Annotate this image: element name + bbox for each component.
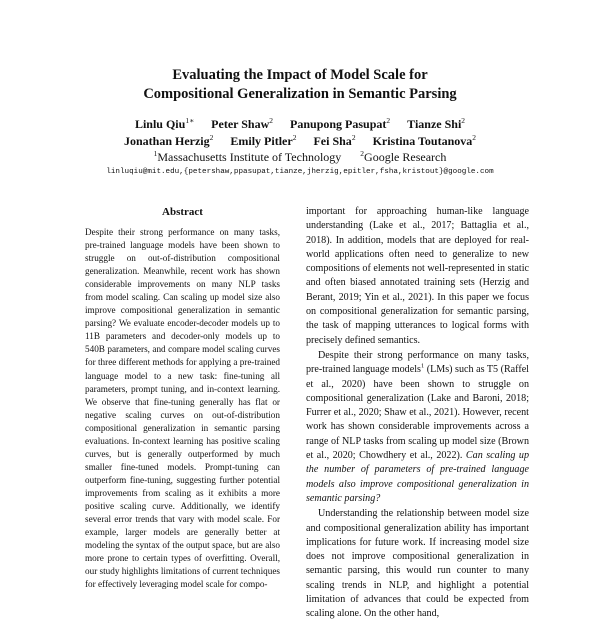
author: Emily Pitler$^2$ [230, 133, 297, 148]
title-line-2: Compositional Generalization in Semantic Parsing [143, 86, 457, 102]
author: Peter Shaw$^2$ [211, 116, 274, 131]
author: Linlu Qiu$^{1∗}$ [134, 116, 195, 131]
author-row-1 [0, 116, 600, 133]
author: Panupong Pasupat$^2$ [290, 116, 391, 131]
author-row-2 [0, 133, 600, 150]
intro-paragraph-3: Understanding the relationship between model size and compositional generalization ability has important implications for future work. If increasing model size does not improve compositional generalization in semantic parsing, this would run counter to many scaling trends in NLP, and highlight a potential limitation of advances that could be expected from scaling alone. On the other hand, [306, 508, 529, 620]
abstract-heading: Abstract [162, 206, 203, 218]
research-question: Can scaling up the number of parameters of pre-trained language models also improve compositional generalization in semantic parsing? [306, 450, 530, 504]
author: Fei Sha$^2$ [313, 133, 356, 148]
paper-title [0, 66, 600, 104]
intro-paragraph-1: important for approaching human-like language understanding (Lake et al., 2017; Battaglia et al., 2018). In addition, models that are deployed for real-world applications often need to generalize to new compositions of elements not well-represented in static and often biased annotated training sets (Herzig and Berant, 2019; Yin et al., 2021). In this paper we focus on compositional generalization for semantic parsing, the task of mapping utterances to logical forms with precisely defined semantics. [306, 206, 529, 346]
intro-paragraph-2: Despite their strong performance on many tasks, pre-trained language models$^1$ (LMs) such as T5 (Raffel et al., 2020) have been shown to struggle on compositional generalization (Lake and Baroni, 2018; Furrer et al., 2020; Shaw et al., 2021). However, recent work has shown considerable improvements across a range of NLP tasks from scaling up model size (Brown et al., 2020; Chowdhery et al., 2022). Can scaling up the number of parameters of pre-trained language models also improve compositional generalization in semantic parsing? [306, 349, 530, 504]
author-emails: linluqiu@mit.edu,{petershaw,ppasupat,tianze,jherzig,epitler,fsha,kristout}@google.com [106, 168, 494, 176]
author-list [0, 116, 600, 150]
author: Tianze Shi$^2$ [407, 116, 466, 131]
affiliation: $^1$Massachusetts Institute of Technology [153, 149, 342, 164]
abstract-text: Despite their strong performance on many tasks, pre-trained language models have been shown to struggle on out-of-distribution compositional generalization. Meanwhile, recent work has shown considerable improvements on many NLP tasks from model scaling. Can scaling up model size also improve compositional generalization in semantic parsing? We evaluate encoder-decoder models up to 11B parameters and decoder-only models up to 540B parameters, and compare model scaling curves for three different methods for applying a pre-trained language model to a new task: fine-tuning all parameters, prompt tuning, and in-context learning. We observe that fine-tuning generally has flat or negative scaling curves on out-of-distribution compositional generalization in semantic parsing evaluations. In-context learning has positive scaling curves, but is generally outperformed by much smaller fine-tuned models. Prompt-tuning can outperform fine-tuning, suggesting further potential improvements from scaling as it exhibits a more positive scaling curve. Additionally, we identify several error trends that vary with model scale. For example, larger models are generally better at modeling the syntax of the output space, but are also more prone to certain types of overfitting. Overall, our study highlights limitations of current techniques for effectively leveraging model scale for compo- [85, 227, 280, 590]
author: Jonathan Herzig$^2$ [123, 133, 214, 148]
title-line-1: Evaluating the Impact of Model Scale for [172, 67, 428, 83]
author: Kristina Toutanova$^2$ [372, 133, 477, 148]
affiliation: $^2$Google Research [360, 149, 447, 164]
affiliations [0, 150, 600, 165]
footnote-marker[interactable]: 1 [420, 362, 425, 370]
introduction-column [306, 205, 529, 622]
